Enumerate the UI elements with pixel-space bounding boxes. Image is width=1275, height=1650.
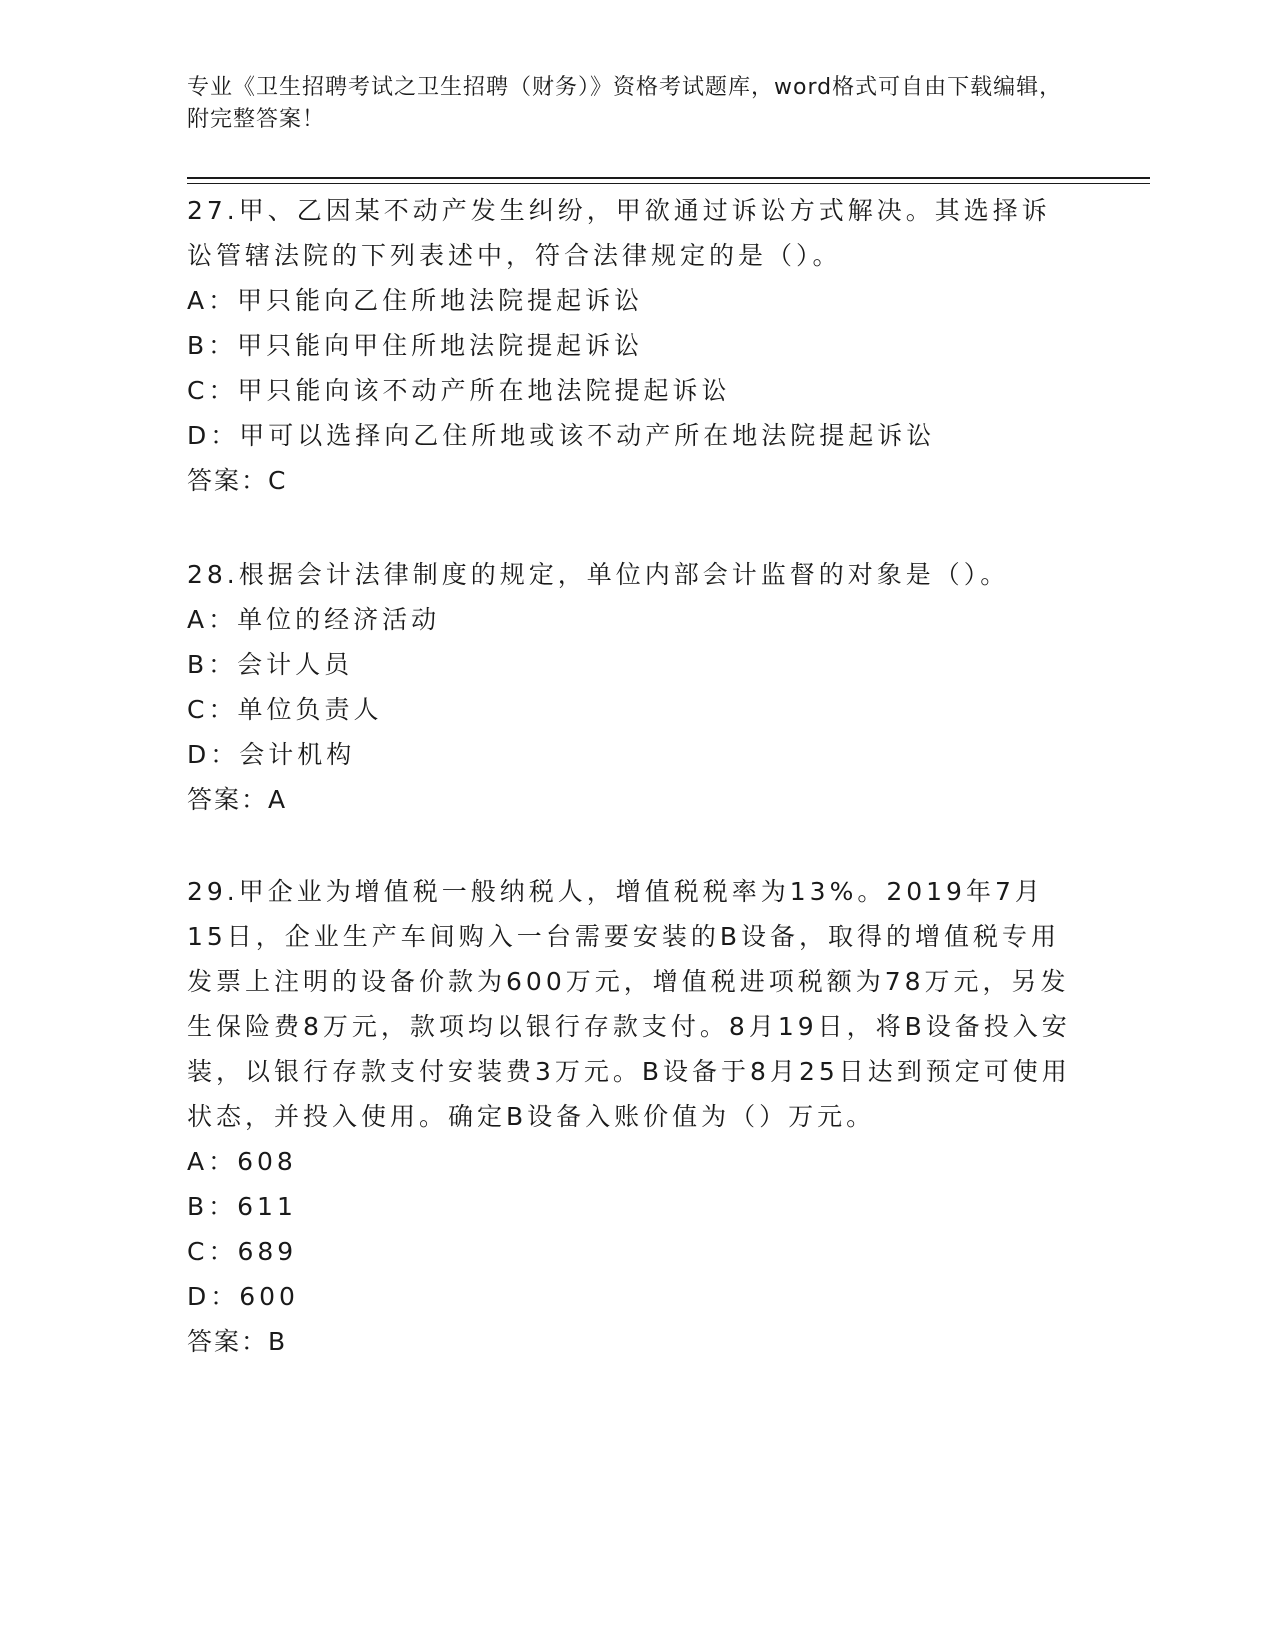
- document-header: 专业《卫生招聘考试之卫生招聘（财务）》资格考试题库，word格式可自由下载编辑，附完整答案！: [187, 75, 1063, 132]
- header-divider-thin: [187, 183, 1150, 184]
- question-28: [187, 552, 1077, 822]
- question-stem: 29.甲企业为增值税一般纳税人，增值税税率为13%。2019年7月15日，企业生产车间购入一台需要安装的B设备，取得的增值税专用发票上注明的设备价款为600万元，增值税进项税额为78万元，另发生保险费8万元，款项均以银行存款支付。8月19日，将B设备投入安装，以银行存款支付安装费3万元。B设备于8月25日达到预定可使用状态，并投入使用。确定B设备入账价值为（）万元。: [187, 877, 1071, 1131]
- option-b: B：会计人员: [187, 650, 354, 679]
- question-stem: 27.甲、乙因某不动产发生纠纷，甲欲通过诉讼方式解决。其选择诉讼管辖法院的下列表述中，符合法律规定的是（）。: [187, 196, 1051, 270]
- option-a: A：单位的经济活动: [187, 605, 441, 634]
- option-a: A：608: [187, 1147, 297, 1176]
- answer: 答案：A: [187, 785, 288, 814]
- option-c: C：689: [187, 1237, 298, 1266]
- option-c: C：甲只能向该不动产所在地法院提起诉讼: [187, 376, 731, 405]
- header-divider-thick: [187, 177, 1150, 179]
- option-a: A：甲只能向乙住所地法院提起诉讼: [187, 286, 644, 315]
- option-d: D：甲可以选择向乙住所地或该不动产所在地法院提起诉讼: [187, 421, 936, 450]
- option-b: B：611: [187, 1192, 297, 1221]
- question-27: [187, 188, 1077, 503]
- option-d: D：600: [187, 1282, 299, 1311]
- question-stem: 28.根据会计法律制度的规定，单位内部会计监督的对象是（）。: [187, 560, 1010, 589]
- answer: 答案：B: [187, 1327, 288, 1356]
- answer: 答案：C: [187, 466, 288, 495]
- option-b: B：甲只能向甲住所地法院提起诉讼: [187, 331, 644, 360]
- option-c: C：单位负责人: [187, 695, 383, 724]
- option-d: D：会计机构: [187, 740, 356, 769]
- question-29: [187, 869, 1077, 1364]
